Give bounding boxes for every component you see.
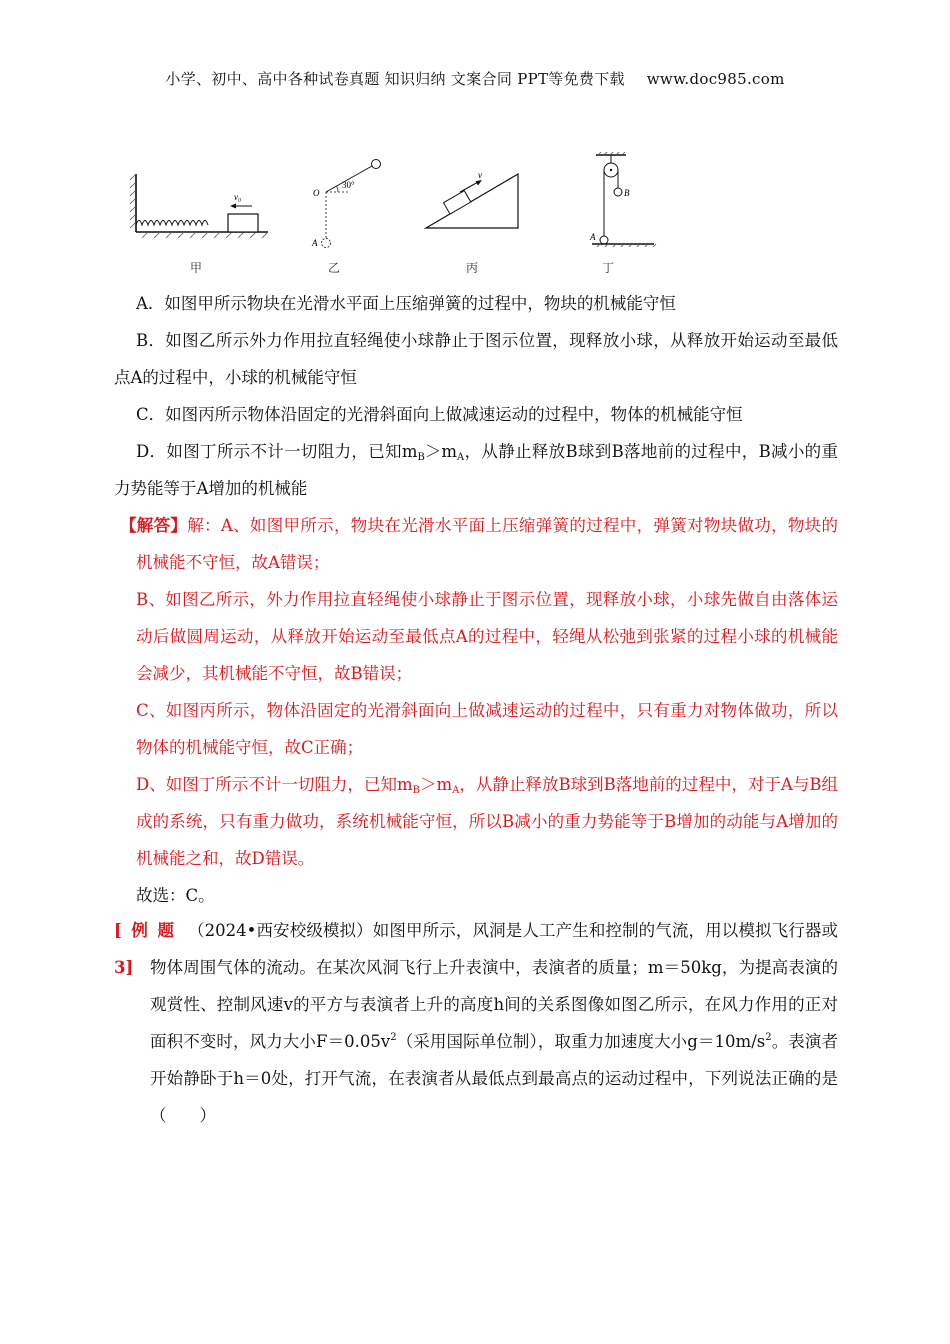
example3-label: [例题3] [114, 921, 174, 977]
example3-body: （2024•西安校级模拟）如图甲所示，风洞是人工产生和控制的气流，用以模拟飞行器或物体周围气体的流动。在某次风洞飞行上升表演中，表演者的质量；m＝50kg，为提高表演的观赏性、控制风速v的平方与表演者上升的高度h间的关系图像如图乙所示，在风力作用的正对面积不变时，风力大小$F=0.05v^2$（采用国际单位制），取重力加速度大小$g=10m/s^2$。表演者开始静卧于h＝0处，打开气流，在表演者从最低点到最高点的运动过程中，下列说法正确的是（ ） [150, 921, 838, 1125]
answer-tag: 【解答】 [120, 516, 188, 535]
figure-jia-diagram [128, 168, 268, 243]
answer-a: 【解答】解：A、如图甲所示，物块在光滑水平面上压缩弹簧的过程中，弹簧对物块做功，物块的机械能不守恒，故A错误； [120, 516, 838, 572]
option-c: C．如图丙所示物体沿固定的光滑斜面向上做减速运动的过程中，物体的机械能守恒 [136, 405, 743, 424]
option-d: D．如图丁所示不计一切阻力，已知$m_B>m_A$，从静止释放B球到B落地前的过程中，B减小的重力势能等于A增加的机械能 [114, 442, 838, 498]
figure-bing-diagram [420, 168, 525, 233]
answer-b: B、如图乙所示，外力作用拉直轻绳使小球静止于图示位置，现释放小球，小球先做自由落体运动后做圆周运动，从释放开始运动至最低点A的过程中，轻绳从松弛到张紧的过程小球的机械能会减少，其机械能不守恒，故B错误； [136, 590, 838, 683]
figure-jia-v-label: v₀ [234, 192, 242, 202]
header-text: 小学、初中、高中各种试卷真题 知识归纳 文案合同 PPT等免费下载 [165, 70, 625, 88]
figure-bing-v-label: v [478, 170, 482, 180]
answer-d: D、如图丁所示不计一切阻力，已知$m_B>m_A$，从静止释放B球到B落地前的过程中，对于A与B组成的系统，只有重力做功，系统机械能守恒，所以B减小的重力势能等于B增加的动能与A增加的机械能之和，故D错误。 [136, 775, 838, 868]
figure-ding-diagram [582, 152, 657, 247]
figure-yi-label: 乙 [328, 261, 341, 275]
option-b: B．如图乙所示外力作用拉直轻绳使小球静止于图示位置，现释放小球，从释放开始运动至最低点A的过程中，小球的机械能守恒 [114, 331, 838, 387]
figure-bing-label: 丙 [466, 261, 479, 275]
figure-yi-point-o: O [313, 188, 320, 198]
figure-ding-point-a: A [590, 232, 596, 242]
figure-yi-point-a: A [312, 238, 318, 248]
figure-yi-diagram [308, 156, 388, 251]
page-header [0, 68, 950, 89]
figure-ding-label: 丁 [602, 261, 615, 275]
option-a: A．如图甲所示物块在光滑水平面上压缩弹簧的过程中，物块的机械能守恒 [136, 294, 676, 313]
figure-yi-angle: 30° [342, 180, 355, 190]
figure-jia-label: 甲 [190, 261, 203, 275]
figure-ding-point-b: B [624, 188, 630, 198]
answer-c: C、如图丙所示，物体沿固定的光滑斜面向上做减速运动的过程中，只有重力对物体做功，所以物体的机械能守恒，故C正确； [136, 701, 838, 757]
header-site[interactable]: www.doc985.com [646, 70, 785, 88]
figures-row [120, 148, 660, 278]
answer-choice: 故选：C。 [136, 886, 215, 905]
